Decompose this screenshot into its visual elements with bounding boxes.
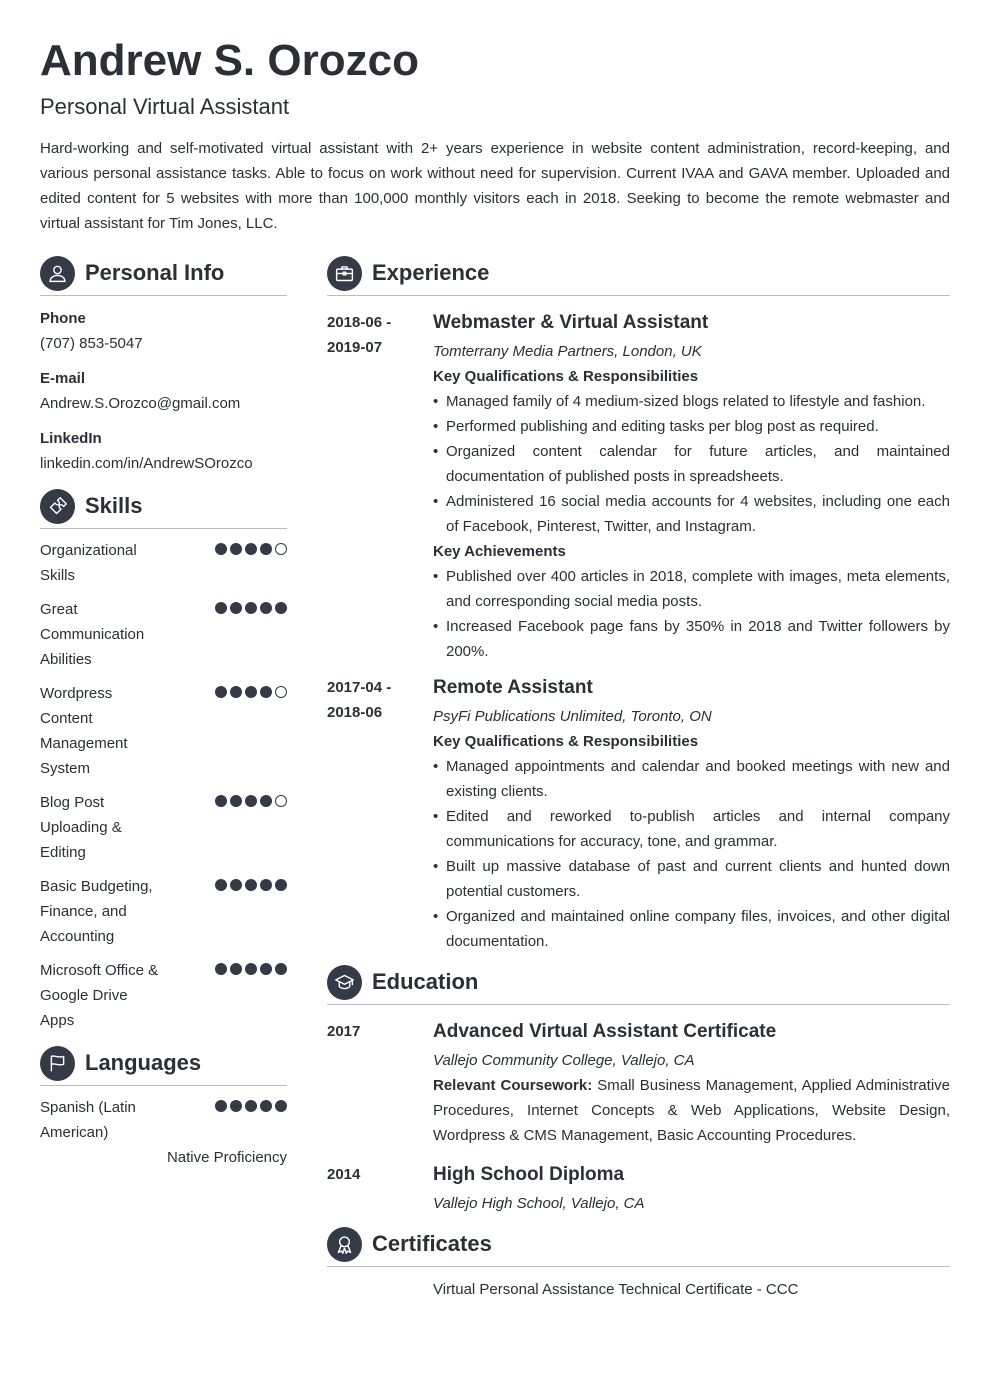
qualifications-list: [433, 754, 950, 954]
rating-dot-filled: [245, 686, 257, 698]
education-school: Vallejo Community College, Vallejo, CA: [433, 1052, 695, 1069]
achievements-heading: Key Achievements: [433, 543, 566, 560]
list-item: • Managed appointments and calendar and booked meetings with new and existing clients.: [433, 754, 950, 804]
experience-date: 2018-06 - 2019-07: [327, 314, 392, 356]
skill-row: [40, 874, 287, 949]
skill-name: Blog Post Uploading & Editing: [40, 794, 122, 861]
experience-entry: [327, 675, 950, 954]
qualifications-heading: Key Qualifications & Responsibilities: [433, 733, 699, 750]
rating-dot-filled: [245, 963, 257, 975]
education-heading: [327, 964, 950, 1005]
rating-dot-filled: [230, 686, 242, 698]
education-entry: [327, 1162, 950, 1216]
award-ribbon-icon: [327, 1227, 362, 1262]
rating-dot-filled: [260, 602, 272, 614]
rating-dot-empty: [275, 686, 287, 698]
skill-row: [40, 958, 287, 1033]
education-school: Vallejo High School, Vallejo, CA: [433, 1195, 645, 1212]
rating-dot-filled: [275, 963, 287, 975]
education-degree: High School Diploma: [433, 1164, 625, 1185]
rating-dot-filled: [245, 1100, 257, 1112]
experience-job-title: Remote Assistant: [433, 677, 593, 698]
experience-company: Tomterrany Media Partners, London, UK: [433, 343, 702, 360]
rating-dot-filled: [260, 963, 272, 975]
rating-dot-empty: [275, 795, 287, 807]
skill-name: Great Communication Abilities: [40, 601, 145, 668]
qualifications-list: [433, 389, 950, 539]
languages-title: Languages: [85, 1050, 202, 1075]
education-body: [433, 1162, 950, 1216]
linkedin-value: linkedin.com/in/AndrewSOrozco: [40, 455, 253, 472]
qualifications-heading: Key Qualifications & Responsibilities: [433, 368, 699, 385]
graduation-cap-icon: [327, 965, 362, 1000]
experience-heading: [327, 255, 950, 296]
rating-dot-filled: [230, 543, 242, 555]
candidate-name: Andrew S. Orozco: [40, 36, 419, 85]
experience-date: 2017-04 - 2018-06: [327, 679, 392, 721]
rating-dot-filled: [215, 1100, 227, 1112]
phone-label: Phone: [40, 310, 86, 327]
experience-job-title: Webmaster & Virtual Assistant: [433, 312, 709, 333]
list-item: • Administered 16 social media accounts for 4 websites, including one each of Facebook, Pinterest, Twitter, and Instagram.: [433, 489, 950, 539]
certificate-item: Virtual Personal Assistance Technical Certificate - CCC: [433, 1281, 799, 1298]
rating-dot-filled: [215, 963, 227, 975]
skill-name: Organizational Skills: [40, 542, 137, 584]
coursework-label: Relevant Coursework:: [433, 1077, 593, 1094]
email-label: E-mail: [40, 370, 86, 387]
experience-entry: [327, 310, 950, 664]
skill-name: Basic Budgeting, Finance, and Accounting: [40, 878, 153, 945]
certificates-title: Certificates: [372, 1231, 492, 1256]
experience-body: [433, 310, 950, 664]
resume-header: [40, 34, 950, 236]
rating-dot-filled: [275, 879, 287, 891]
list-item: • Increased Facebook page fans by 350% in 2018 and Twitter followers by 200%.: [433, 614, 950, 664]
rating-dot-filled: [275, 602, 287, 614]
education-degree: Advanced Virtual Assistant Certificate: [433, 1021, 777, 1042]
person-icon: [40, 256, 75, 291]
list-item: • Edited and reworked to-publish articles and internal company communications for accuracy, tone, and grammar.: [433, 804, 950, 854]
education-date: 2014: [327, 1166, 361, 1183]
skill-row: [40, 538, 287, 588]
rating-dots: [215, 686, 287, 781]
rating-dot-filled: [260, 795, 272, 807]
skill-row: [40, 790, 287, 865]
rating-dots: [215, 795, 287, 865]
personal-info-title: Personal Info: [85, 260, 225, 285]
job-title: Personal Virtual Assistant: [40, 94, 290, 119]
skill-name: Wordpress Content Management System: [40, 685, 128, 777]
skill-row: [40, 597, 287, 672]
coursework: [433, 1073, 950, 1148]
rating-dot-filled: [230, 963, 242, 975]
rating-dot-filled: [230, 1100, 242, 1112]
list-item: • Performed publishing and editing tasks per blog post as required.: [433, 414, 950, 439]
rating-dot-filled: [245, 879, 257, 891]
rating-dot-empty: [275, 543, 287, 555]
left-column: [40, 255, 287, 1169]
skill-name: Microsoft Office & Google Drive Apps: [40, 962, 159, 1029]
rating-dot-filled: [215, 686, 227, 698]
language-proficiency: Native Proficiency: [166, 1149, 287, 1166]
skills-list: [40, 538, 287, 1033]
languages-list: [40, 1095, 287, 1169]
education-date: 2017: [327, 1023, 361, 1040]
rating-dot-filled: [215, 602, 227, 614]
experience-company: PsyFi Publications Unlimited, Toronto, ON: [433, 708, 712, 725]
rating-dot-filled: [260, 1100, 272, 1112]
list-item: • Built up massive database of past and current clients and hunted down potential customers.: [433, 854, 950, 904]
education-title: Education: [372, 969, 479, 994]
rating-dot-filled: [215, 543, 227, 555]
list-item: • Organized and maintained online company files, invoices, and other digital documentation.: [433, 904, 950, 954]
list-item: • Published over 400 articles in 2018, complete with images, meta elements, and corresponding social media posts.: [433, 564, 950, 614]
profile-summary: Hard-working and self-motivated virtual assistant with 2+ years experience in website content administration, record-keeping, and various personal assistance tasks. Able to focus on work without need for supervision. Current IVAA and GAVA member. Uploaded and edited content for 5 websites with more than 100,000 monthly visitors each in 2018. Seeking to become the remote webmaster and virtual assistant for Tim Jones, LLC.: [40, 140, 950, 232]
flag-icon: [40, 1046, 75, 1081]
rating-dots: [215, 963, 287, 1033]
experience-title: Experience: [372, 260, 490, 285]
skills-title: Skills: [85, 493, 143, 518]
rating-dot-filled: [245, 795, 257, 807]
experience-body: [433, 675, 950, 954]
education-entry: [327, 1019, 950, 1148]
rating-dots: [215, 1100, 287, 1145]
puzzle-icon: [40, 489, 75, 524]
briefcase-icon: [327, 256, 362, 291]
certificates-heading: [327, 1226, 950, 1267]
rating-dot-filled: [245, 543, 257, 555]
list-item: • Organized content calendar for future articles, and maintained documentation of published posts in spreadsheets.: [433, 439, 950, 489]
rating-dots: [215, 543, 287, 588]
rating-dot-filled: [215, 795, 227, 807]
language-name: Spanish (Latin American): [40, 1099, 136, 1141]
phone-value: (707) 853-5047: [40, 335, 143, 352]
rating-dots: [215, 602, 287, 672]
personal-info-heading: [40, 255, 287, 296]
linkedin-label: LinkedIn: [40, 430, 102, 447]
language-row: [40, 1095, 287, 1145]
languages-heading: [40, 1045, 287, 1086]
rating-dots: [215, 879, 287, 949]
rating-dot-filled: [245, 602, 257, 614]
email-value: Andrew.S.Orozco@gmail.com: [40, 395, 241, 412]
rating-dot-filled: [230, 879, 242, 891]
personal-info-list: [40, 308, 287, 476]
education-body: [433, 1019, 950, 1148]
rating-dot-filled: [215, 879, 227, 891]
rating-dot-filled: [275, 1100, 287, 1112]
rating-dot-filled: [260, 543, 272, 555]
rating-dot-filled: [230, 602, 242, 614]
rating-dot-filled: [260, 879, 272, 891]
skill-row: [40, 681, 287, 781]
rating-dot-filled: [260, 686, 272, 698]
right-column: [327, 255, 950, 1302]
coursework-text: Small Business Management, Applied Administrative Procedures, Internet Concepts & Web Applications, Website Design, Wordpress & CMS Management, Basic Accounting Procedures.: [433, 1077, 950, 1144]
list-item: • Managed family of 4 medium-sized blogs related to lifestyle and fashion.: [433, 389, 950, 414]
rating-dot-filled: [230, 795, 242, 807]
skills-heading: [40, 488, 287, 529]
achievements-list: [433, 564, 950, 664]
